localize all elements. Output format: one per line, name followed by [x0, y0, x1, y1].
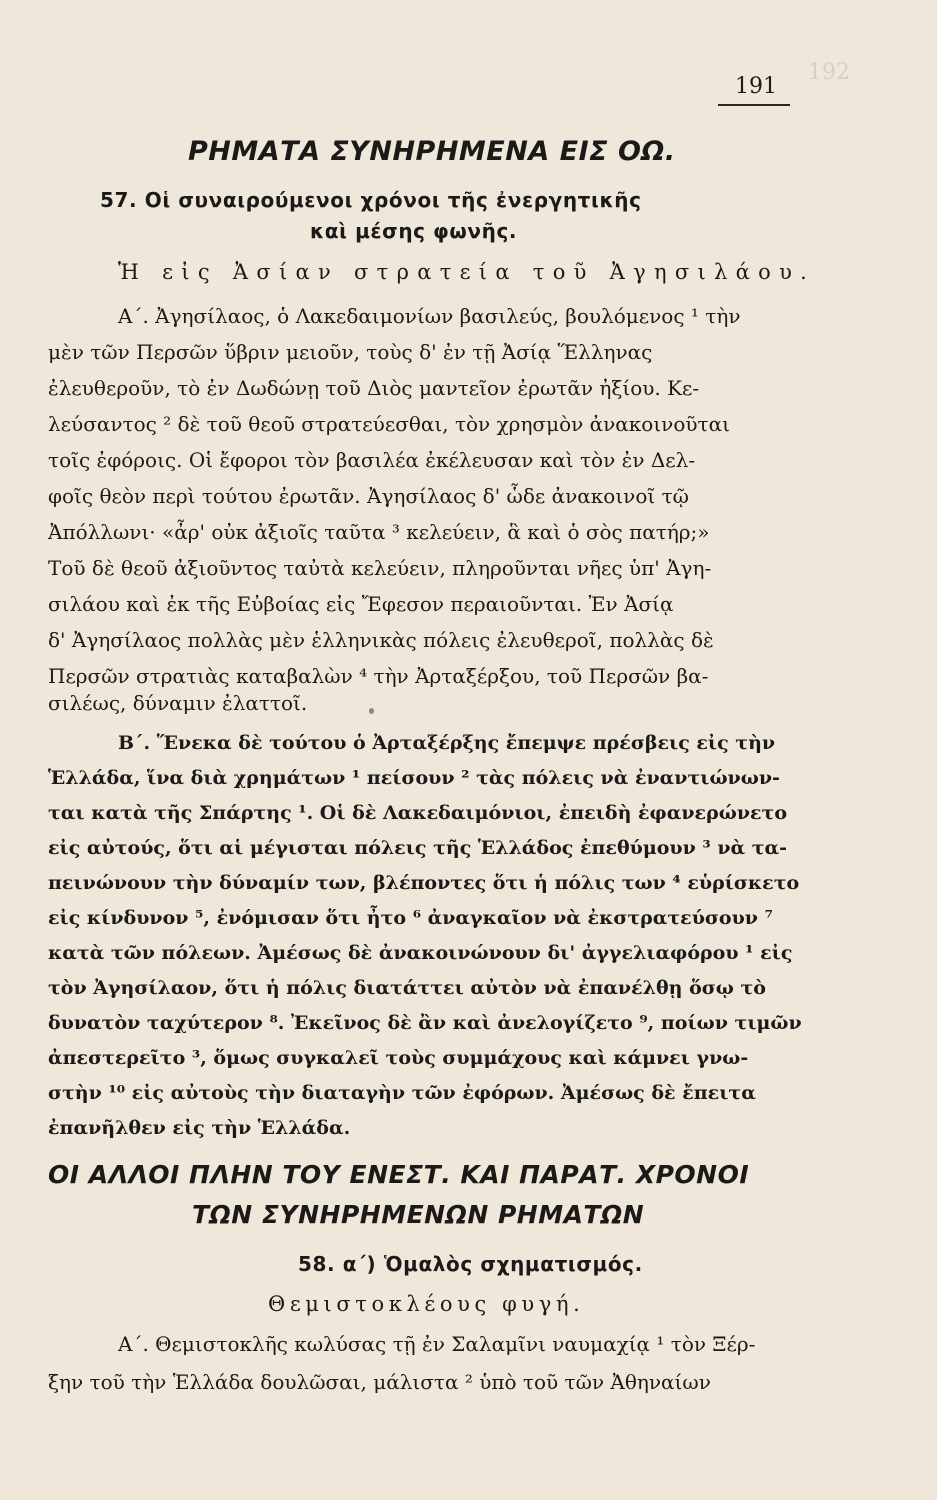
heading-other-tenses-line2: ΤΩΝ ΣΥΝΗΡΗΜΕΝΩΝ ΡΗΜΑΤΩΝ — [192, 1200, 645, 1229]
text-line: Α΄. Θεμιστοκλῆς κωλύσας τῇ ἐν Σαλαμῖνι ναυμαχίᾳ ¹ τὸν Ξέρ- — [118, 1332, 756, 1356]
heading-other-tenses-line1: ΟΙ ΑΛΛΟΙ ΠΛΗΝ ΤΟΥ ΕΝΕΣΤ. ΚΑΙ ΠΑΡΑΤ. ΧΡΟΝΟΙ — [48, 1160, 750, 1189]
subtitle-asia-campaign: Ἡ εἰς Ἀσίαν στρατεία τοῦ Ἀγησιλάου. — [118, 260, 816, 284]
bleed-through-page-number: 192 — [808, 60, 850, 85]
text-line: Β΄. Ἕνεκα δὲ τούτου ὁ Ἀρταξέρξης ἔπεμψε πρέσβεις εἰς τὴν — [118, 732, 776, 754]
text-line: δ' Ἀγησίλαος πολλὰς μὲν ἑλληνικὰς πόλεις ἐλευθεροῖ, πολλὰς δὲ — [48, 628, 714, 652]
subtitle-themistocles: Θεμιστοκλέους φυγή. — [268, 1292, 585, 1316]
text-line: Α΄. Ἀγησίλαος, ὁ Λακεδαιμονίων βασιλεύς, βουλόμενος ¹ τὴν — [118, 304, 741, 328]
ink-dot — [369, 708, 374, 714]
text-line: Περσῶν στρατιὰς καταβαλὼν ⁴ τὴν Ἀρταξέρξου, τοῦ Περσῶν βα- — [48, 664, 709, 688]
text-line: Ἑλλάδα, ἵνα διὰ χρημάτων ¹ πείσουν ² τὰς πόλεις νὰ ἐναντιώνων- — [48, 767, 780, 789]
text-line: ται κατὰ τῆς Σπάρτης ¹. Οἱ δὲ Λακεδαιμόνιοι, ἐπειδὴ ἐφανερώνετο — [48, 802, 788, 824]
text-line: εἰς κίνδυνον ⁵, ἐνόμισαν ὅτι ἦτο ⁶ ἀναγκαῖον νὰ ἐκστρατεύσουν ⁷ — [48, 907, 773, 929]
text-line: μὲν τῶν Περσῶν ὕβριν μειοῦν, τοὺς δ' ἐν τῇ Ἀσίᾳ Ἕλληνας — [48, 340, 653, 364]
text-line: σιλέως, δύναμιν ἐλαττοῖ. — [48, 691, 308, 715]
text-line: τοῖς ἐφόροις. Οἱ ἔφοροι τὸν βασιλέα ἐκέλευσαν καὶ τὸν ἐν Δελ- — [48, 448, 696, 472]
text-line: ἐλευθεροῦν, τὸ ἐν Δωδώνῃ τοῦ Διὸς μαντεῖον ἐρωτᾶν ἠξίου. Κε- — [48, 376, 700, 400]
text-line: ξην τοῦ τὴν Ἑλλάδα δουλῶσαι, μάλιστα ² ὑπὸ τοῦ τῶν Ἀθηναίων — [48, 1370, 711, 1394]
heading-synerimena: ΡΗΜΑΤΑ ΣΥΝΗΡΗΜΕΝΑ ΕΙΣ ΟΩ. — [188, 136, 676, 167]
text-line: λεύσαντος ² δὲ τοῦ θεοῦ στρατεύεσθαι, τὸν χρησμὸν ἀνακοινοῦται — [48, 412, 730, 436]
section-57-line2: καὶ μέσης φωνῆς. — [310, 219, 518, 243]
text-line: Ἀπόλλωνι· «ἆρ' οὐκ ἀξιοῖς ταῦτα ³ κελεύειν, ἃ καὶ ὁ σὸς πατήρ;» — [48, 520, 710, 544]
text-line: Τοῦ δὲ θεοῦ ἀξιοῦντος ταὐτὰ κελεύειν, πληροῦνται νῆες ὑπ' Ἀγη- — [48, 556, 712, 580]
page-number-rule — [718, 104, 790, 106]
text-line: ἐπανῆλθεν εἰς τὴν Ἑλλάδα. — [48, 1117, 351, 1139]
text-line: σιλάου καὶ ἐκ τῆς Εὐβοίας εἰς Ἔφεσον περαιοῦνται. Ἐν Ἀσίᾳ — [48, 592, 674, 616]
section-57-line1: 57. Οἱ συναιρούμενοι χρόνοι τῆς ἐνεργητικῆς — [100, 188, 642, 212]
text-line: εἰς αὐτούς, ὅτι αἱ μέγισται πόλεις τῆς Ἑλλάδος ἐπεθύμουν ³ νὰ τα- — [48, 837, 788, 859]
section-58: 58. α΄) Ὁμαλὸς σχηματισμός. — [298, 1252, 643, 1276]
text-line: ἀπεστερεῖτο ³, ὅμως συγκαλεῖ τοὺς συμμάχους καὶ κάμνει γνω- — [48, 1047, 749, 1069]
text-line: φοῖς θεὸν περὶ τούτου ἐρωτᾶν. Ἀγησίλαος δ' ὧδε ἀνακοινοῖ τῷ — [48, 484, 689, 508]
text-line: τὸν Ἀγησίλαον, ὅτι ἡ πόλις διατάττει αὐτὸν νὰ ἐπανέλθῃ ὅσῳ τὸ — [48, 977, 766, 999]
text-line: πεινώνουν τὴν δύναμίν των, βλέποντες ὅτι ἡ πόλις των ⁴ εὑρίσκετο — [48, 872, 800, 894]
text-line: δυνατὸν ταχύτερον ⁸. Ἐκεῖνος δὲ ἂν καὶ ἀνελογίζετο ⁹, ποίων τιμῶν — [48, 1012, 802, 1034]
text-line: στὴν ¹⁰ εἰς αὐτοὺς τὴν διαταγὴν τῶν ἐφόρων. Ἀμέσως δὲ ἔπειτα — [48, 1082, 756, 1104]
text-line: κατὰ τῶν πόλεων. Ἀμέσως δὲ ἀνακοινώνουν δι' ἀγγελιαφόρου ¹ εἰς — [48, 942, 793, 964]
page-number: 191 — [735, 74, 777, 99]
